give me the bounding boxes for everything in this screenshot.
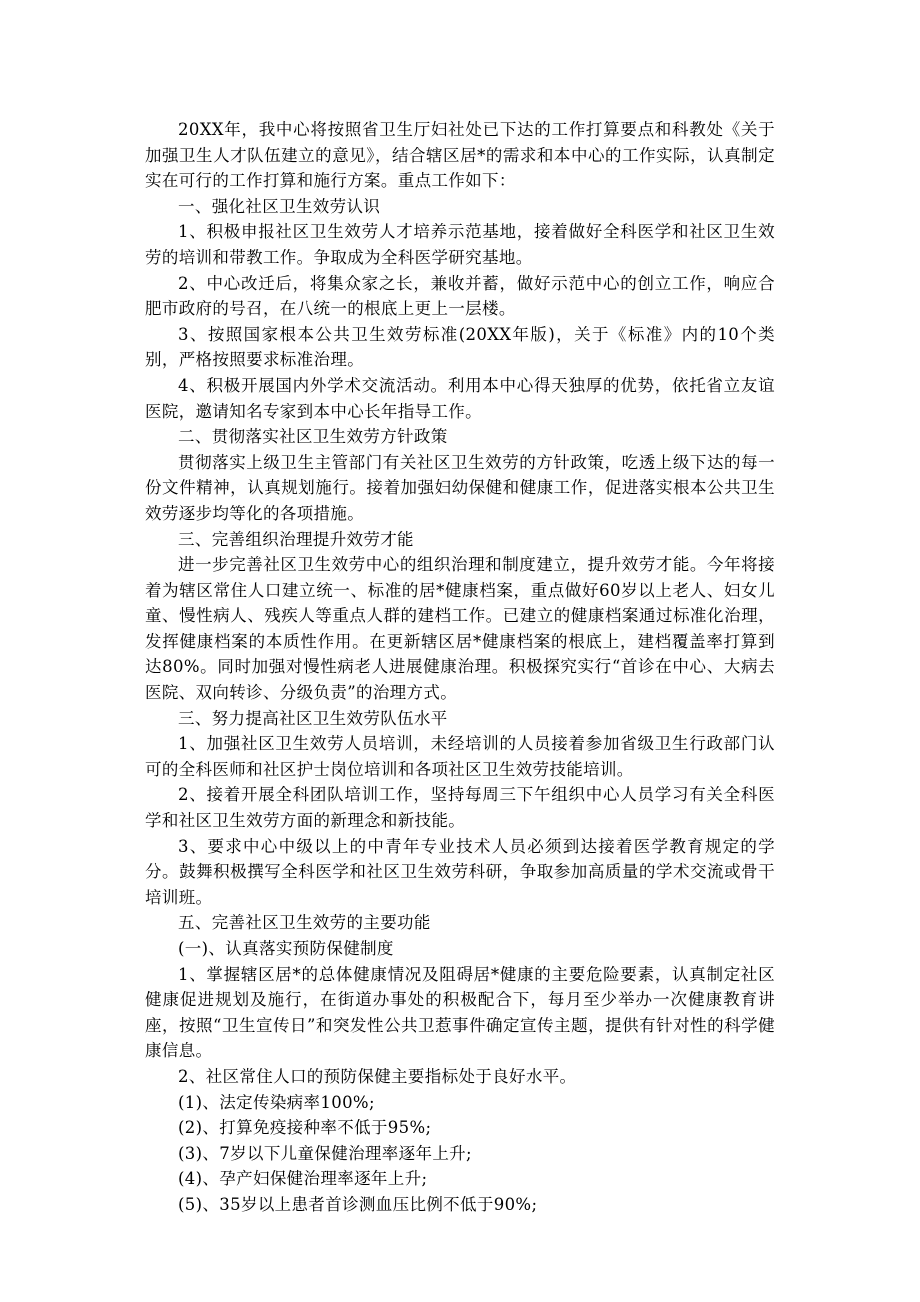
paragraph: 贯彻落实上级卫生主管部门有关社区卫生效劳的方针政策，吃透上级下达的每一份文件精神，认真规划施行。接着加强妇幼保健和健康工作，促进落实根本公共卫生效劳逐步均等化的各项措施。 (145, 452, 775, 523)
list-item: 1、掌握辖区居*的总体健康情况及阻碍居*健康的主要危险要素，认真制定社区健康促进规划及施行，在街道办事处的积极配合下，每月至少举办一次健康教育讲座，按照“卫生宣传日”和突发性公共卫惹事件确定宣传主题，提供有针对性的科学健康信息。 (145, 964, 775, 1061)
section-heading-1: 一、强化社区卫生效劳认识 (178, 196, 381, 216)
list-item: 2、中心改迁后，将集众家之长，兼收并蓄，做好示范中心的创立工作，响应合肥市政府的号召，在八统一的根底上更上一层楼。 (145, 273, 775, 319)
list-item: 3、要求中心中级以上的中青年专业技术人员必须到达接着医学教育规定的学分。鼓舞积极撰写全科医学和社区卫生效劳科研，争取参加高质量的学术交流或骨干培训班。 (145, 836, 775, 907)
list-item: 1、加强社区卫生效劳人员培训，未经培训的人员接着参加省级卫生行政部门认可的全科医师和社区护士岗位培训和各项社区卫生效劳技能培训。 (145, 734, 775, 779)
indicator-item: (3)、7岁以下儿童保健治理率逐年上升; (178, 1143, 472, 1163)
document-body (145, 117, 775, 1218)
indicator-item: (5)、35岁以上患者首诊测血压比例不低于90%; (178, 1194, 538, 1214)
list-item: 4、积极开展国内外学术交流活动。利用本中心得天独厚的优势，依托省立友谊医院，邀请知名专家到本中心长年指导工作。 (145, 375, 775, 421)
paragraph: 进一步完善社区卫生效劳中心的组织治理和制度建立，提升效劳才能。今年将接着为辖区常住人口建立统一、标准的居*健康档案，重点做好60岁以上老人、妇女儿童、慢性病人、残疾人等重点人群的建档工作。已建立的健康档案通过标准化治理，发挥健康档案的本质性作用。在更新辖区居*健康档案的根底上，建档覆盖率打算到达80%。同时加强对慢性病老人进展健康治理。积极探究实行“首诊在中心、大病去医院、双向转诊、分级负责”的治理方式。 (145, 555, 775, 703)
section-heading-4: 三、努力提高社区卫生效劳队伍水平 (178, 708, 448, 728)
subsection-heading: (一)、认真落实预防保健制度 (178, 939, 394, 958)
list-item: 2、社区常住人口的预防保健主要指标处于良好水平。 (178, 1066, 577, 1086)
indicator-item: (1)、法定传染病率100%; (178, 1092, 375, 1112)
indicator-item: (2)、打算免疫接种率不低于95%; (178, 1118, 432, 1138)
list-item: 3、按照国家根本公共卫生效劳标准(20XX年版)，关于《标准》内的10个类别，严格按照要求标准治理。 (145, 324, 775, 370)
section-heading-3: 三、完善组织治理提升效劳才能 (178, 529, 414, 549)
indicator-item: (4)、孕产妇保健治理率逐年上升; (178, 1169, 428, 1189)
section-heading-2: 二、贯彻落实社区卫生效劳方针政策 (178, 427, 448, 447)
section-heading-5: 五、完善社区卫生效劳的主要功能 (178, 913, 431, 933)
paragraph-intro: 20XX年，我中心将按照省卫生厅妇社处已下达的工作打算要点和科教处《关于加强卫生人才队伍建立的意见》，结合辖区居*的需求和本中心的工作实际，认真制定实在可行的工作打算和施行方案。重点工作如下： (145, 120, 775, 191)
list-item: 2、接着开展全科团队培训工作，坚持每周三下午组织中心人员学习有关全科医学和社区卫生效劳方面的新理念和新技能。 (145, 785, 775, 831)
list-item: 1、积极申报社区卫生效劳人才培养示范基地，接着做好全科医学和社区卫生效劳的培训和带教工作。争取成为全科医学研究基地。 (145, 222, 775, 267)
